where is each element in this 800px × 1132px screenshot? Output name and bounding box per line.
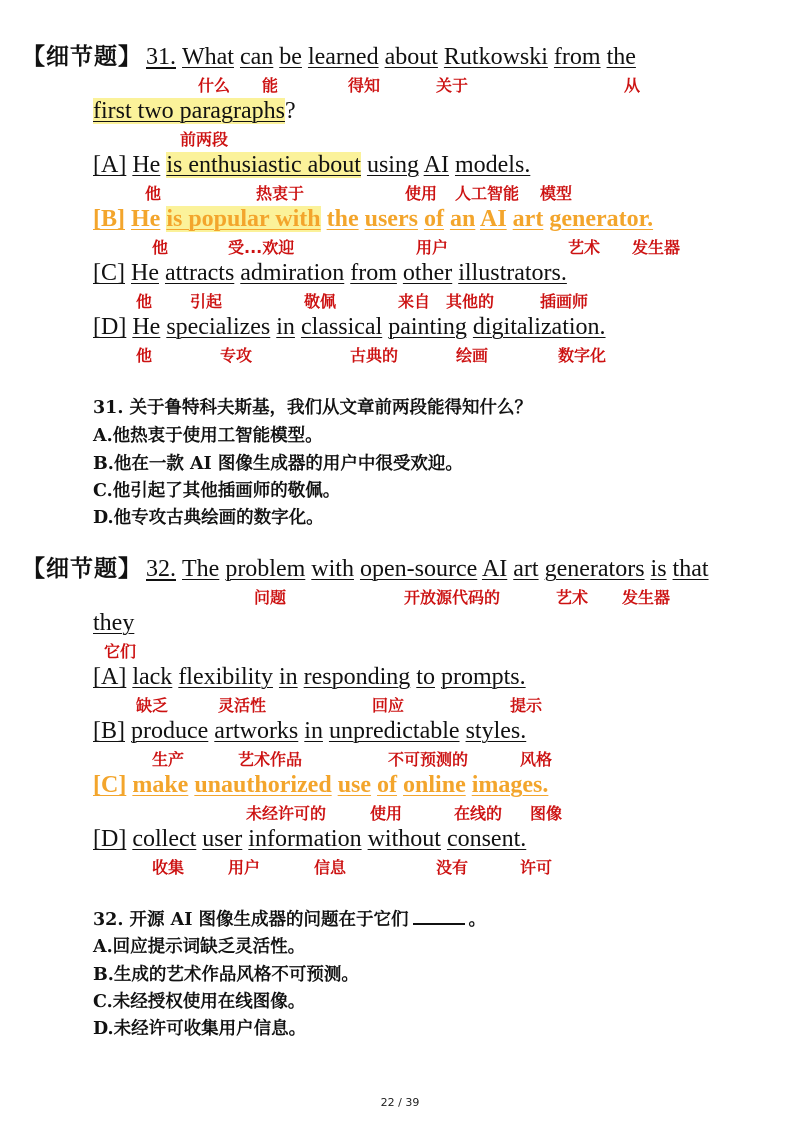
hint: 灵活性 (218, 696, 267, 715)
word: AI (480, 206, 507, 232)
word: can (239, 44, 274, 70)
word: the (326, 206, 359, 232)
hint: 专攻 (220, 346, 253, 365)
q32-translation-question (93, 908, 486, 932)
hint: 生产 (152, 750, 185, 769)
word: attracts (164, 260, 235, 286)
option-label: [C] (93, 772, 127, 798)
option-label: [A] (93, 152, 127, 178)
hint: 开放源代码的 (404, 588, 501, 607)
word: to (416, 664, 435, 690)
word: He (131, 206, 161, 232)
hint: 敬佩 (304, 292, 337, 311)
q32-option-d (93, 824, 526, 854)
hint: 使用 (370, 804, 403, 823)
q31-option-b-answer (93, 204, 653, 234)
word: AI (481, 556, 508, 582)
q32-type-tag: 【细节题】 (22, 556, 142, 582)
word: make (132, 772, 189, 798)
hint: 得知 (348, 76, 381, 95)
word: from (350, 260, 397, 286)
q32-translation-a: A.回应提示词缺乏灵活性。 (93, 937, 306, 957)
page-separator: / (398, 1096, 402, 1109)
q32-translation-b: B.生成的艺术作品风格不可预测。 (93, 965, 359, 985)
hint: 用户 (228, 858, 261, 877)
word: the (606, 44, 636, 70)
q32-option-a (93, 662, 526, 692)
word: of (377, 772, 398, 798)
q32-stem-line2 (93, 608, 134, 638)
q32-option-b (93, 716, 526, 746)
word: that (672, 556, 709, 582)
word: images. (471, 772, 549, 798)
word: consent. (446, 826, 527, 852)
hint: 收集 (152, 858, 185, 877)
word: generators (544, 556, 645, 582)
word: users (364, 206, 418, 232)
word: be (279, 44, 302, 70)
hint: 使用 (405, 184, 438, 203)
word: prompts. (440, 664, 526, 690)
current-page: 22 (380, 1096, 395, 1109)
hint: 前两段 (180, 130, 229, 149)
word: responding (303, 664, 411, 690)
q31-type-tag: 【细节题】 (22, 44, 142, 70)
hint: 未经许可的 (246, 804, 327, 823)
option-label: [D] (93, 314, 127, 340)
answer-blank (413, 909, 465, 925)
hint: 艺术作品 (238, 750, 303, 769)
hint: 关于 (436, 76, 469, 95)
hint: 他 (152, 238, 169, 257)
word: with (311, 556, 354, 582)
word: models. (454, 152, 531, 178)
hint: 古典的 (350, 346, 399, 365)
word: Rutkowski (443, 44, 548, 70)
hint: 缺乏 (136, 696, 169, 715)
hint: 其他的 (446, 292, 495, 311)
hint: 提示 (510, 696, 543, 715)
q31-translation-question: 31. 关于鲁特科夫斯基，我们从文章前两段能得知什么？ (93, 398, 533, 418)
q32-number: 32. (146, 556, 176, 582)
q31-translation-d: D.他专攻古典绘画的数字化。 (93, 508, 324, 528)
hint: 他 (136, 346, 153, 365)
q31-option-d (93, 312, 606, 342)
question-mark: ? (284, 98, 296, 124)
word: The (182, 556, 220, 582)
word: classical (300, 314, 383, 340)
word: admiration (240, 260, 345, 286)
q32-translation-c: C.未经授权使用在线图像。 (93, 992, 306, 1012)
hint: 插画师 (540, 292, 589, 311)
word: unauthorized (194, 772, 332, 798)
hint: 引起 (190, 292, 223, 311)
hint: 在线的 (454, 804, 503, 823)
word: art (512, 206, 544, 232)
word: art (513, 556, 539, 582)
word: collect (132, 826, 197, 852)
word: generator. (549, 206, 654, 232)
hint: 不可预测的 (388, 750, 469, 769)
q31-option-c (93, 258, 567, 288)
q31-translation-a: A.他热衷于使用工智能模型。 (93, 426, 323, 446)
word: learned (307, 44, 379, 70)
word: specializes (166, 314, 271, 340)
word: illustrators. (458, 260, 567, 286)
hint: 从 (624, 76, 641, 95)
word: AI (423, 152, 449, 178)
hint: 没有 (436, 858, 469, 877)
option-label: [A] (93, 664, 127, 690)
total-pages: 39 (405, 1096, 420, 1109)
word: without (367, 826, 441, 852)
word: problem (225, 556, 306, 582)
word: flexibility (178, 664, 273, 690)
q32-translation-d: D.未经许可收集用户信息。 (93, 1019, 307, 1039)
hint: 数字化 (558, 346, 607, 365)
hint: 能 (262, 76, 279, 95)
hint: 它们 (104, 642, 137, 661)
word: user (202, 826, 243, 852)
hint: 受...欢迎 (228, 238, 295, 257)
word: an (449, 206, 476, 232)
hint: 人工智能 (455, 184, 520, 203)
word: online (403, 772, 466, 798)
word: open-source (359, 556, 478, 582)
q31-translation-c: C.他引起了其他插画师的敬佩。 (93, 481, 341, 501)
hint: 问题 (254, 588, 287, 607)
hint: 绘画 (456, 346, 489, 365)
hint: 他 (136, 292, 153, 311)
page-number (0, 1096, 800, 1109)
hint: 发生器 (632, 238, 681, 257)
word: in (304, 718, 323, 744)
word: produce (131, 718, 209, 744)
q32-translation-question-text: 32. 开源 AI 图像生成器的问题在于它们 (93, 910, 409, 930)
q31-translation-b: B.他在一款 AI 图像生成器的用户中很受欢迎。 (93, 454, 463, 474)
word: information (248, 826, 362, 852)
hint: 回应 (372, 696, 405, 715)
word: from (553, 44, 601, 70)
word: He (131, 260, 159, 286)
word: What (182, 44, 234, 70)
q31-number: 31. (146, 44, 176, 70)
q31-stem-line1 (22, 42, 636, 72)
hint: 用户 (416, 238, 449, 257)
word: He (132, 314, 161, 340)
hint: 发生器 (622, 588, 671, 607)
word: artworks (214, 718, 299, 744)
hint: 模型 (540, 184, 573, 203)
hint: 艺术 (556, 588, 589, 607)
word: unpredictable (328, 718, 460, 744)
word: about (384, 44, 438, 70)
word: painting (388, 314, 467, 340)
word: use (337, 772, 372, 798)
word: styles. (465, 718, 527, 744)
word: lack (132, 664, 173, 690)
option-label: [B] (93, 718, 125, 744)
hint: 什么 (198, 76, 231, 95)
word: using (366, 152, 419, 178)
hint: 信息 (314, 858, 347, 877)
option-label: [B] (93, 206, 125, 232)
q32-option-c-answer (93, 770, 548, 800)
hint: 他 (145, 184, 162, 203)
word: He (132, 152, 161, 178)
q31-stem-line2 (93, 96, 296, 126)
hint: 热衷于 (256, 184, 305, 203)
q32-stem-line1 (22, 554, 709, 584)
hint: 风格 (520, 750, 553, 769)
option-label: [C] (93, 260, 125, 286)
word: in (276, 314, 295, 340)
hint: 图像 (530, 804, 563, 823)
option-label: [D] (93, 826, 127, 852)
hint: 艺术 (568, 238, 601, 257)
highlighted-phrase: is popular with (166, 206, 321, 232)
word: digitalization. (472, 314, 606, 340)
word: in (278, 664, 298, 690)
q32-translation-question-end: 。 (468, 910, 486, 930)
hint: 来自 (398, 292, 431, 311)
hint: 许可 (520, 858, 553, 877)
highlighted-phrase: is enthusiastic about (166, 152, 361, 178)
word: they (93, 610, 135, 636)
word: other (402, 260, 453, 286)
word: of (423, 206, 444, 232)
word: is (650, 556, 667, 582)
highlighted-phrase: first two paragraphs (93, 98, 285, 124)
q31-option-a (93, 150, 530, 180)
